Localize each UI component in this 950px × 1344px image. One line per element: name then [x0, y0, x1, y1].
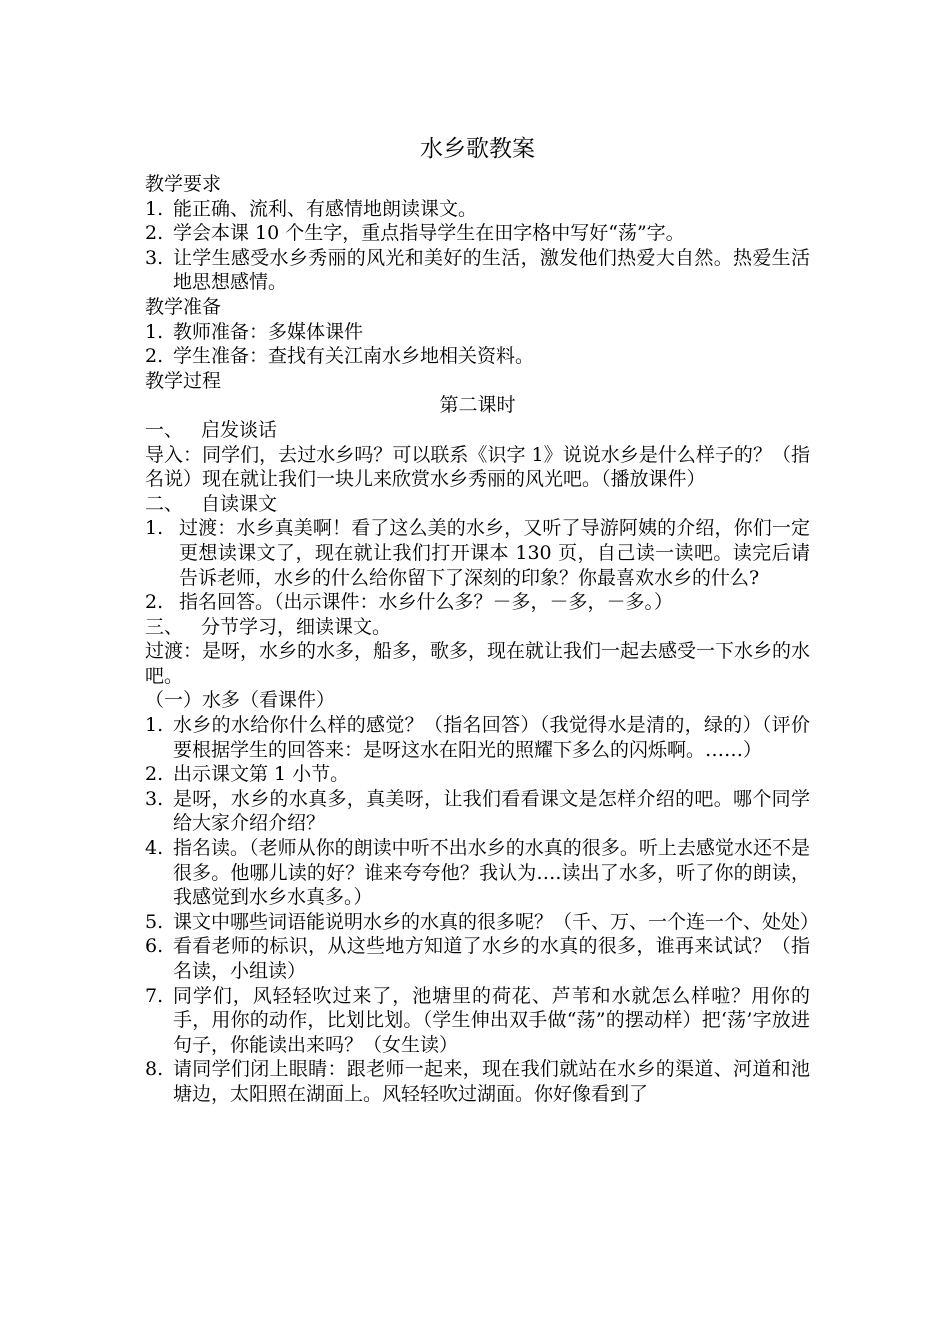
preparation-list	[145, 320, 810, 369]
item-number: 1.	[145, 517, 164, 540]
item-number: 6.	[145, 935, 164, 958]
item-text: 是呀，水乡的水真多，真美呀，让我们看看课文是怎样介绍的吧。哪个同学给大家介绍介绍？	[173, 787, 810, 835]
item-number: 3.	[145, 246, 164, 269]
item-number: 5.	[145, 910, 164, 933]
water-list	[145, 713, 820, 1107]
transition-paragraph: 过渡：是呀，水乡的水多，船多，歌多，现在就让我们一起去感受一下水乡的水吧。	[145, 640, 811, 687]
item-number: 4.	[145, 837, 164, 860]
list-item	[145, 221, 810, 246]
item-number: 8.	[145, 1058, 164, 1081]
list-item	[145, 934, 810, 983]
section-title: 分节学习，细读课文。	[201, 615, 392, 638]
list-item	[145, 590, 810, 615]
list-item	[145, 762, 810, 787]
item-text: 指名回答。（出示课件：水乡什么多？－多，－多，－多。）	[179, 591, 674, 614]
item-number: 1.	[145, 714, 164, 737]
item-text: 让学生感受水乡秀丽的风光和美好的生活，激发他们热爱大自然。热爱生活地思想感情。	[173, 246, 810, 294]
section-number: 三、	[145, 615, 184, 638]
item-number: 2.	[145, 222, 164, 245]
item-text: 教师准备：多媒体课件	[173, 320, 364, 343]
list-item	[145, 787, 810, 836]
list-item	[145, 246, 810, 295]
item-number: 2.	[145, 591, 164, 614]
list-item	[145, 836, 810, 910]
item-text: 学会本课 10 个生字，重点指导学生在田字格中写好“荡”字。	[173, 222, 685, 245]
item-number: 2.	[145, 763, 164, 786]
item-text: 过渡：水乡真美啊！看了这么美的水乡，又听了导游阿姨的介绍，你们一定更想读课文了，现在就让我们打开课本 130 页，自己读一读吧。读完后请告诉老师，水乡的什么给你留下了深刻的印象？你最喜欢水乡的什么?	[179, 517, 810, 589]
list-item	[145, 910, 820, 935]
list-item	[145, 984, 810, 1058]
item-text: 课文中哪些词语能说明水乡的水真的很多呢？（千、万、一个连一个、处处）	[173, 910, 820, 933]
item-text: 指名读。（老师从你的朗读中听不出水乡的水真的很多。听上去感觉水还不是很多。他哪儿读的好？谁来夸夸他？我认为….读出了水多，听了你的朗读，我感觉到水乡水真多。）	[173, 837, 810, 909]
lesson-subtitle: 第二课时	[439, 394, 516, 417]
part-one-heading: （一）水多（看课件）	[145, 689, 336, 712]
item-number: 2.	[145, 345, 164, 368]
list-item	[145, 197, 810, 222]
item-number: 1.	[145, 197, 164, 220]
item-number: 1.	[145, 320, 164, 343]
intro-paragraph: 导入：同学们，去过水乡吗？可以联系《识字 1》说说水乡是什么样子的？（指名说）现在就让我们一块儿来欣赏水乡秀丽的风光吧。（播放课件）	[145, 443, 810, 491]
item-text: 请同学们闭上眼睛：跟老师一起来，现在我们就站在水乡的渠道、河道和池塘边，太阳照在湖面上。风轻轻吹过湖面。你好像看到了	[173, 1058, 810, 1105]
section-title: 启发谈话	[201, 418, 278, 441]
item-number: 3.	[145, 787, 164, 810]
item-text: 能正确、流利、有感情地朗读课文。	[173, 197, 478, 220]
list-item	[145, 1057, 810, 1106]
item-text: 同学们，风轻轻吹过来了，池塘里的荷花、芦苇和水就怎么样啦？用你的手，用你的动作，比划比划。（学生伸出双手做“荡”的摆动样）把‘荡’字放进句子，你能读出来吗？（女生读）	[173, 984, 810, 1056]
item-text: 出示课文第 1 小节。	[173, 763, 350, 786]
list-item	[145, 320, 810, 345]
section-heading-process: 教学过程	[145, 369, 222, 392]
list-item	[145, 713, 810, 762]
section-number: 二、	[145, 492, 184, 515]
requirements-list	[145, 197, 810, 295]
section-three	[145, 615, 810, 640]
document-title: 水乡歌教案	[420, 136, 535, 162]
section-heading-requirements: 教学要求	[145, 173, 222, 195]
item-text: 看看老师的标识，从这些地方知道了水乡的水真的很多，谁再来试试？（指名读，小组读）	[173, 935, 810, 982]
section-title: 自读课文	[201, 492, 278, 515]
list-item	[145, 516, 810, 590]
item-text: 水乡的水给你什么样的感觉？（指名回答）（我觉得水是清的，绿的）（评价要根据学生的回答来：是呀这水在阳光的照耀下多么的闪烁啊。……）	[173, 714, 810, 761]
section-two	[145, 492, 810, 517]
item-text: 学生准备：查找有关江南水乡地相关资料。	[173, 345, 535, 368]
section-heading-preparation: 教学准备	[145, 295, 222, 318]
item-number: 7.	[145, 984, 164, 1007]
section-one	[145, 418, 810, 443]
reading-list	[145, 516, 810, 614]
section-number: 一、	[145, 418, 184, 441]
document-page	[145, 132, 820, 1107]
list-item	[145, 344, 810, 369]
